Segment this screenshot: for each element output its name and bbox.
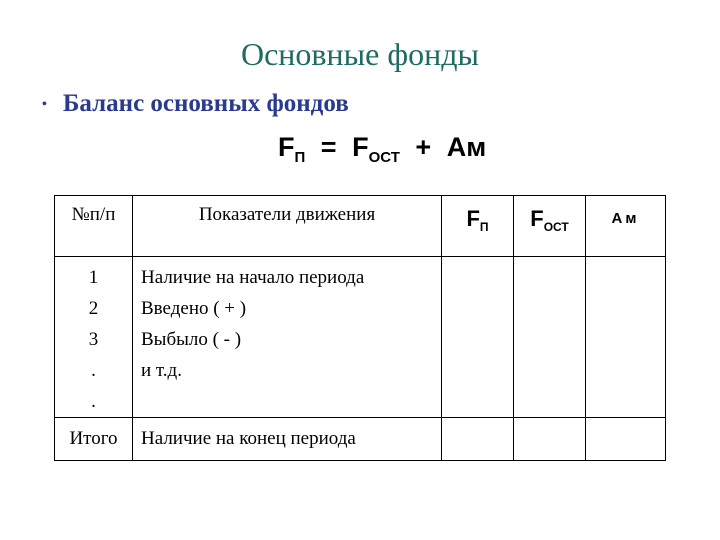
row-text: Введено ( + ) xyxy=(141,298,247,319)
header-num: №п/п xyxy=(55,196,133,257)
cell-fp xyxy=(442,257,514,418)
formula-plus: + xyxy=(415,132,432,162)
row-num: 2 xyxy=(88,298,99,319)
row-text xyxy=(141,386,441,417)
bullet-item xyxy=(42,90,349,118)
table-header-row xyxy=(55,196,666,257)
formula-am: Ам xyxy=(446,132,487,162)
cell-am xyxy=(586,257,666,418)
total-text: Наличие на конец периода xyxy=(133,418,442,461)
bullet-text: Баланс основных фондов xyxy=(62,90,349,117)
total-fost xyxy=(514,418,586,461)
formula-fp: $F_П$ xyxy=(278,132,306,166)
header-fp: $F_П$ xyxy=(442,196,514,257)
row-indicators xyxy=(133,257,442,418)
header-fost: $F_{ОСТ}$ xyxy=(514,196,586,257)
row-num: . xyxy=(91,360,96,381)
cell-fost xyxy=(514,257,586,418)
row-text: Наличие на начало периода xyxy=(141,267,365,288)
row-text: Выбыло ( - ) xyxy=(141,329,242,350)
total-am xyxy=(586,418,666,461)
total-label: Итого xyxy=(55,418,133,461)
header-indicator: Показатели движения xyxy=(133,196,442,257)
balance-table xyxy=(54,195,666,461)
row-num: . xyxy=(91,391,96,412)
bullet-dot-icon: • xyxy=(42,97,47,113)
balance-formula xyxy=(278,132,486,166)
row-num: 3 xyxy=(88,329,99,350)
table-total-row xyxy=(55,418,666,461)
formula-fost: $F_{ОСТ}$ xyxy=(352,132,400,166)
slide-title: Основные фонды xyxy=(240,36,479,72)
row-num: 1 xyxy=(88,267,99,288)
total-fp xyxy=(442,418,514,461)
row-numbers xyxy=(55,257,133,418)
table-row xyxy=(55,257,666,418)
row-text: и т.д. xyxy=(141,360,182,381)
formula-equals: = xyxy=(320,132,337,162)
header-am: Ам xyxy=(586,196,666,257)
